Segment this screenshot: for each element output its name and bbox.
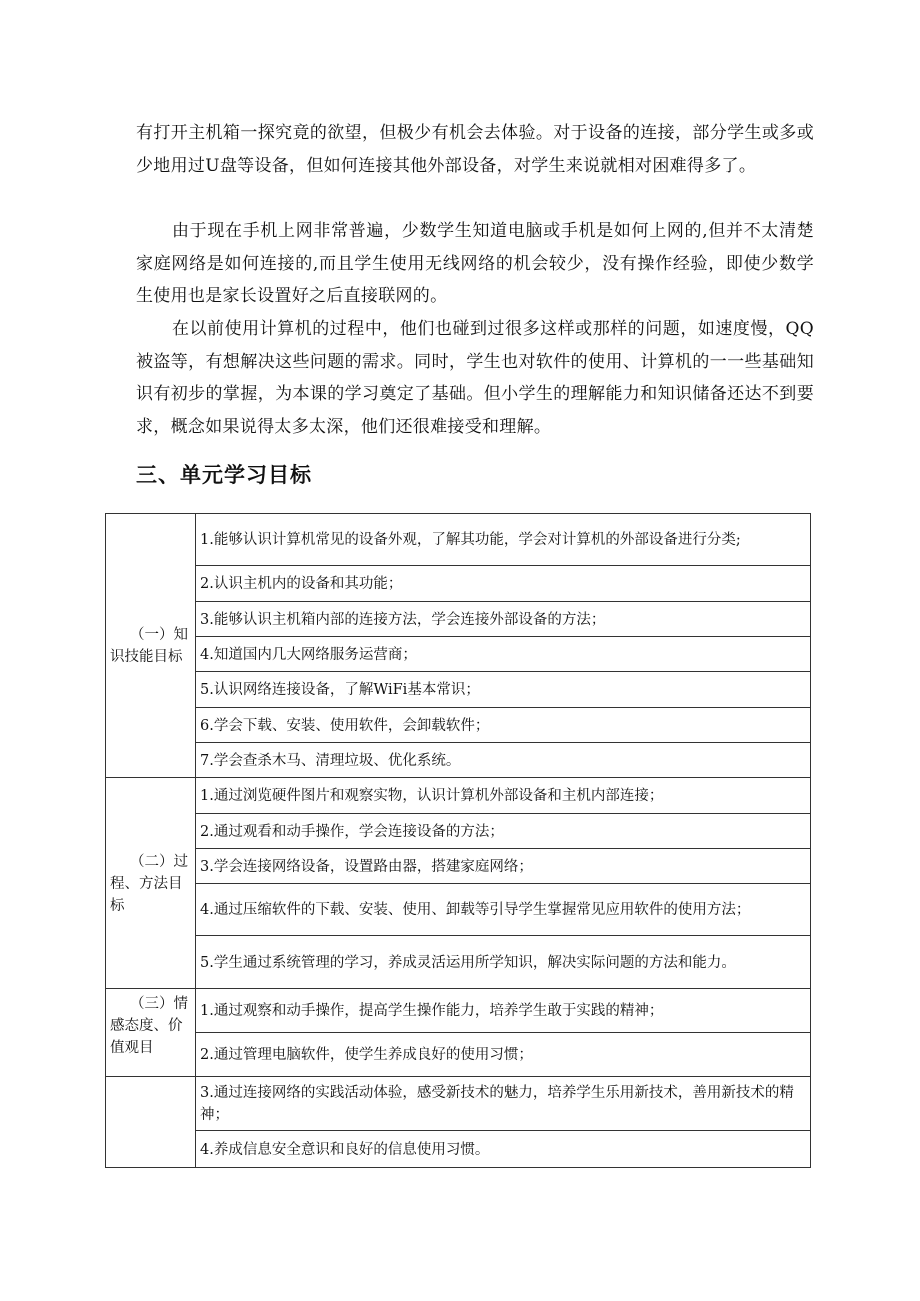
category-label-line: （二）过 — [130, 853, 188, 870]
table-row — [106, 1131, 811, 1168]
goal-item: 4.知道国内几大网络服务运营商； — [196, 637, 811, 672]
goal-item: 1.通过观察和动手操作，提高学生操作能力，培养学生敢于实践的精神； — [196, 989, 811, 1033]
goal-item: 3.能够认识主机箱内部的连接方法，学会连接外部设备的方法； — [196, 602, 811, 637]
category-label-line: （一）知 — [130, 627, 188, 643]
category-continued-empty — [106, 1077, 196, 1168]
section-heading: 三、单元学习目标 — [136, 463, 312, 487]
goal-item: 2.认识主机内的设备和其功能； — [196, 566, 811, 602]
goal-item: 4.养成信息安全意识和良好的信息使用习惯。 — [196, 1131, 811, 1168]
category-label-line: 感态度、价 — [110, 1018, 183, 1034]
table-row — [106, 1077, 811, 1131]
category-label-line: 程、方法目 — [110, 875, 183, 892]
table-row — [106, 602, 811, 637]
table-row — [106, 778, 811, 814]
goal-item: 2.通过观看和动手操作，学会连接设备的方法； — [196, 814, 811, 849]
category-attitude-values — [106, 989, 196, 1077]
table-row — [106, 1033, 811, 1077]
table-row — [106, 814, 811, 849]
table-row — [106, 672, 811, 708]
table-row — [106, 566, 811, 602]
goal-item: 3.通过连接网络的实践活动体验，感受新技术的魅力，培养学生乐用新技术，善用新技术的精神； — [196, 1077, 811, 1131]
category-knowledge-skills — [106, 514, 196, 778]
goal-item: 3.学会连接网络设备，设置路由器，搭建家庭网络； — [196, 849, 811, 884]
goal-item: 1.能够认识计算机常见的设备外观，了解其功能，学会对计算机的外部设备进行分类; — [196, 514, 811, 566]
table-row — [106, 989, 811, 1033]
table-row — [106, 708, 811, 743]
goals-table-continued — [105, 1076, 811, 1168]
category-label-line: （三）情 — [130, 996, 188, 1012]
goal-item: 2.通过管理电脑软件，使学生养成良好的使用习惯； — [196, 1033, 811, 1077]
table-row — [106, 637, 811, 672]
goal-item: 7.学会查杀木马、清理垃圾、优化系统。 — [196, 743, 811, 778]
table-row — [106, 849, 811, 884]
goal-item: 4.通过压缩软件的下载、安装、使用、卸载等引导学生掌握常见应用软件的使用方法； — [196, 884, 811, 936]
goals-table — [105, 513, 811, 1077]
category-label-line: 值观目 — [110, 1040, 154, 1056]
paragraph-3: 在以前使用计算机的过程中，他们也碰到过很多这样或那样的问题，如速度慢，QQ被盗等，有想解决这些问题的需求。同时，学生也对软件的使用、计算机的一一些基础知识有初步的掌握，为本课的学习奠定了基础。但小学生的理解能力和知识储备还达不到要求，概念如果说得太多太深，他们还很难接受和理解。 — [136, 319, 814, 437]
table-row — [106, 884, 811, 936]
paragraph-1: 有打开主机箱一探究竟的欲望，但极少有机会去体验。对于设备的连接，部分学生或多或少地用过U盘等设备，但如何连接其他外部设备，对学生来说就相对困难得多了。 — [136, 123, 814, 176]
goal-item: 1.通过浏览硬件图片和观察实物，认识计算机外部设备和主机内部连接； — [196, 778, 811, 814]
table-row — [106, 514, 811, 566]
goal-item: 6.学会下载、安装、使用软件，会卸载软件； — [196, 708, 811, 743]
category-label-line: 标 — [110, 897, 125, 914]
category-process-method — [106, 778, 196, 989]
table-row — [106, 743, 811, 778]
paragraph-2: 由于现在手机上网非常普遍，少数学生知道电脑或手机是如何上网的,但并不太清楚家庭网络是如何连接的,而且学生使用无线网络的机会较少，没有操作经验，即使少数学生使用也是家长设置好之后直接联网的。 — [136, 221, 814, 306]
goal-item: 5.学生通过系统管理的学习，养成灵活运用所学知识，解决实际问题的方法和能力。 — [196, 936, 811, 989]
table-row — [106, 936, 811, 989]
goal-item: 5.认识网络连接设备，了解WiFi基本常识； — [196, 672, 811, 708]
category-label-line: 识技能目标 — [110, 649, 183, 665]
